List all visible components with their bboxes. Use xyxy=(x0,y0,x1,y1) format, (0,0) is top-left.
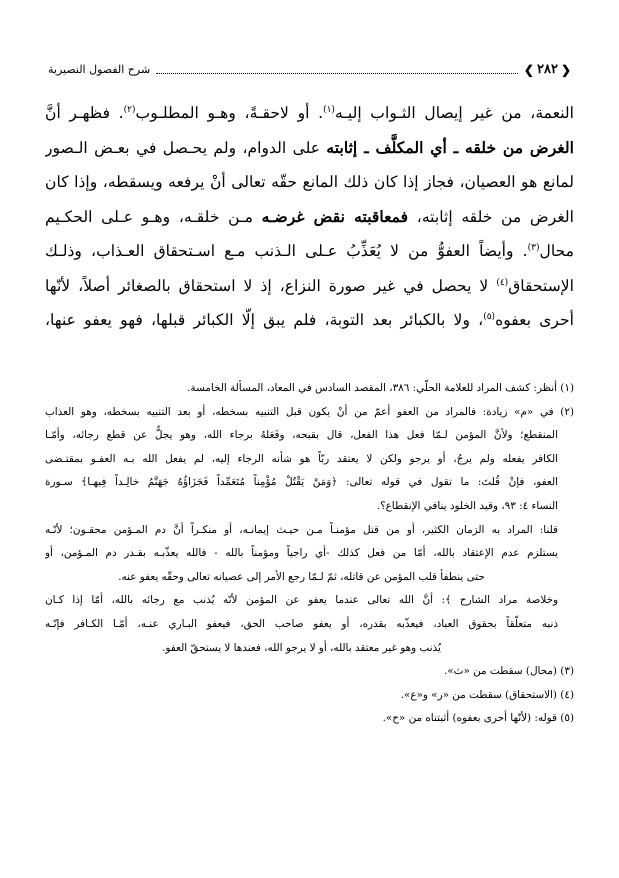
footnote-4: (٤) (الاستحقاق) سقطت من «ر» و«ع». xyxy=(400,688,574,701)
footnote-2-line: الكافر يفعله ولم يرجُ، أو يرجو ولكن لا يعتقد ربّاً هو شأنه الرجاء إليه، لم يفعل الله بـه العفـو بمقتـضى xyxy=(45,452,558,465)
main-line: محال$^{(٣)}$. وأيضاً العفوُّ من لا يُعَذِّبُ عـلى الـذنب مـع اسـتحقاق العـذاب، وذلـك xyxy=(45,242,574,260)
header-leader-dots xyxy=(156,66,518,74)
footnote-2-line: يستلزم عدم الإعتقاد بالله، أمّا من فعل كذلك -أي راجياً ومؤمناً بالله - فالله يعذّبـه بقـدر دم المـؤمن، أو xyxy=(45,547,558,560)
emphasis-text: فمعاقبته نقض غرضـه xyxy=(261,206,409,226)
main-line: الغرض من خلقه إثابته، فمعاقبته نقض غرضـه مـن خلقـه، وهـو عـلى الحكـيم xyxy=(45,206,574,226)
page-number: ٢٨٢ xyxy=(536,62,558,77)
footnote-2-line: ذنبه متعلّقاً بحقوق العباد، فيعذّبه بقدره، أو يعفو صاحب الحق، فيعفو البـاري عنـه، أمّـا الكـافر فإنّـه xyxy=(45,617,558,630)
main-line: النعمة، من غير إيصال الثـواب إليـه$^{(١)}$. أو لاحقـةً، وهـو المطلـوب$^{(٢)}$. فظهـر أنَّ xyxy=(45,104,574,122)
footnote-2-line: المنقطع؛ ولأنَّ المؤمن لـمّا فعل هذا الفعل، قال بقبحه، وفَعَلهُ برجاء الله، وهو يجلُّ عن قطع رجائه، وأمّـا xyxy=(45,429,558,442)
footnote-2-line: (٢) في «م» زيادة: فالمراد من العفو أعمّ من أنْ يكون قبل التنبيه بسخطه، أو بعد التنبيه بسخطه، وهو العذاب xyxy=(45,405,574,418)
footnotes xyxy=(45,377,574,731)
footnote-2-line: قلنا: المراد به الزمان الكثير، أو من قتل مؤمنـاً مـن حيـث إيمانـه، أو منكـراً أنَّ دم المـؤمن محقـون؛ لأنّـه xyxy=(45,523,558,536)
footnote-2-line: العفو، فإنْ قُلتَ: ما تقول في قوله تعالى: ﴿وَمَنْ يَقْتُلْ مُؤْمِناً مُتَعَمِّداً فَجَزَاؤُهُ جَهَنَّمُ خالِـداً فِيهـا﴾ سـورة xyxy=(45,476,558,489)
footnote-ref: (٢) xyxy=(123,104,136,115)
footnote-2-line: النساء ٤: ٩٣، وقيد الخلود ينافي الإنقطاع؟. xyxy=(376,499,558,512)
main-line: الغرض من خلقه ـ أي المكلَّف ـ إثابته على الدوام، ولم يحـصل في بعـض الـصور xyxy=(45,137,574,157)
book-title: شرح الفصول النصيرية xyxy=(48,63,151,76)
emphasis-text: الغرض من خلقه ـ أي المكلَّف ـ إثابته xyxy=(326,137,574,157)
footnote-2-line: يُذنب وهو غير معتقد بالله، أو لا يرجو الله، فعندها لا يستحقّ العفو. xyxy=(162,641,441,654)
page-number-ornament xyxy=(524,62,571,77)
footnote-5: (٥) قوله: (لأنّها أحرى بعفوه) أثبتناه من «ح». xyxy=(382,712,574,725)
footnote-ref: (١) xyxy=(323,104,335,115)
main-text xyxy=(45,96,574,338)
ornament-right-icon: ❮ xyxy=(560,62,571,77)
footnote-ref: (٥) xyxy=(483,311,496,322)
main-line: الإستحقاق$^{(٤)}$ لا يحصل في غير صورة النزاع، إذ لا استحقاق بالصغائر أصلاً، لأنّها xyxy=(45,276,574,295)
main-line: لمانع هو العصيان، فجاز إذا كان ذلك المانع حقّه تعالى أنْ يرفعه ويسقطه، وإذا كان xyxy=(45,173,574,191)
footnote-3: (٣) (محال) سقطت من «ث». xyxy=(444,665,574,678)
main-line: أحرى بعفوه$^{(٥)}$، ولا بالكبائر بعد التوبة، فلم يبق إلّا الكبائر قبلها، فهو يعفو عنها، xyxy=(45,311,574,329)
ornament-left-icon: ❯ xyxy=(523,62,534,77)
footnote-1: (١) أنظر: كشف المراد للعلامة الحلّي: ٣٨٦، المقصد السادس في المعاد، المسألة الخامسة. xyxy=(187,382,574,394)
footnote-ref: (٤) xyxy=(496,277,509,288)
footnote-2-line: حتى ينطفأ قلب المؤمن عن قاتله، ثمّ لـمّا رجع الأمر إلى عصيانه تعالى وحقّه يعفو عنه. xyxy=(118,570,485,583)
footnote-ref: (٣) xyxy=(527,242,540,253)
running-header xyxy=(48,62,571,77)
footnote-2-line: وخلاصة مراد الشارح ﴾: أنَّ الله تعالى عندما يعفو عن المؤمن لأنّه يُذنب مع رجائه بالله، أمّا إذا كـان xyxy=(45,594,558,607)
